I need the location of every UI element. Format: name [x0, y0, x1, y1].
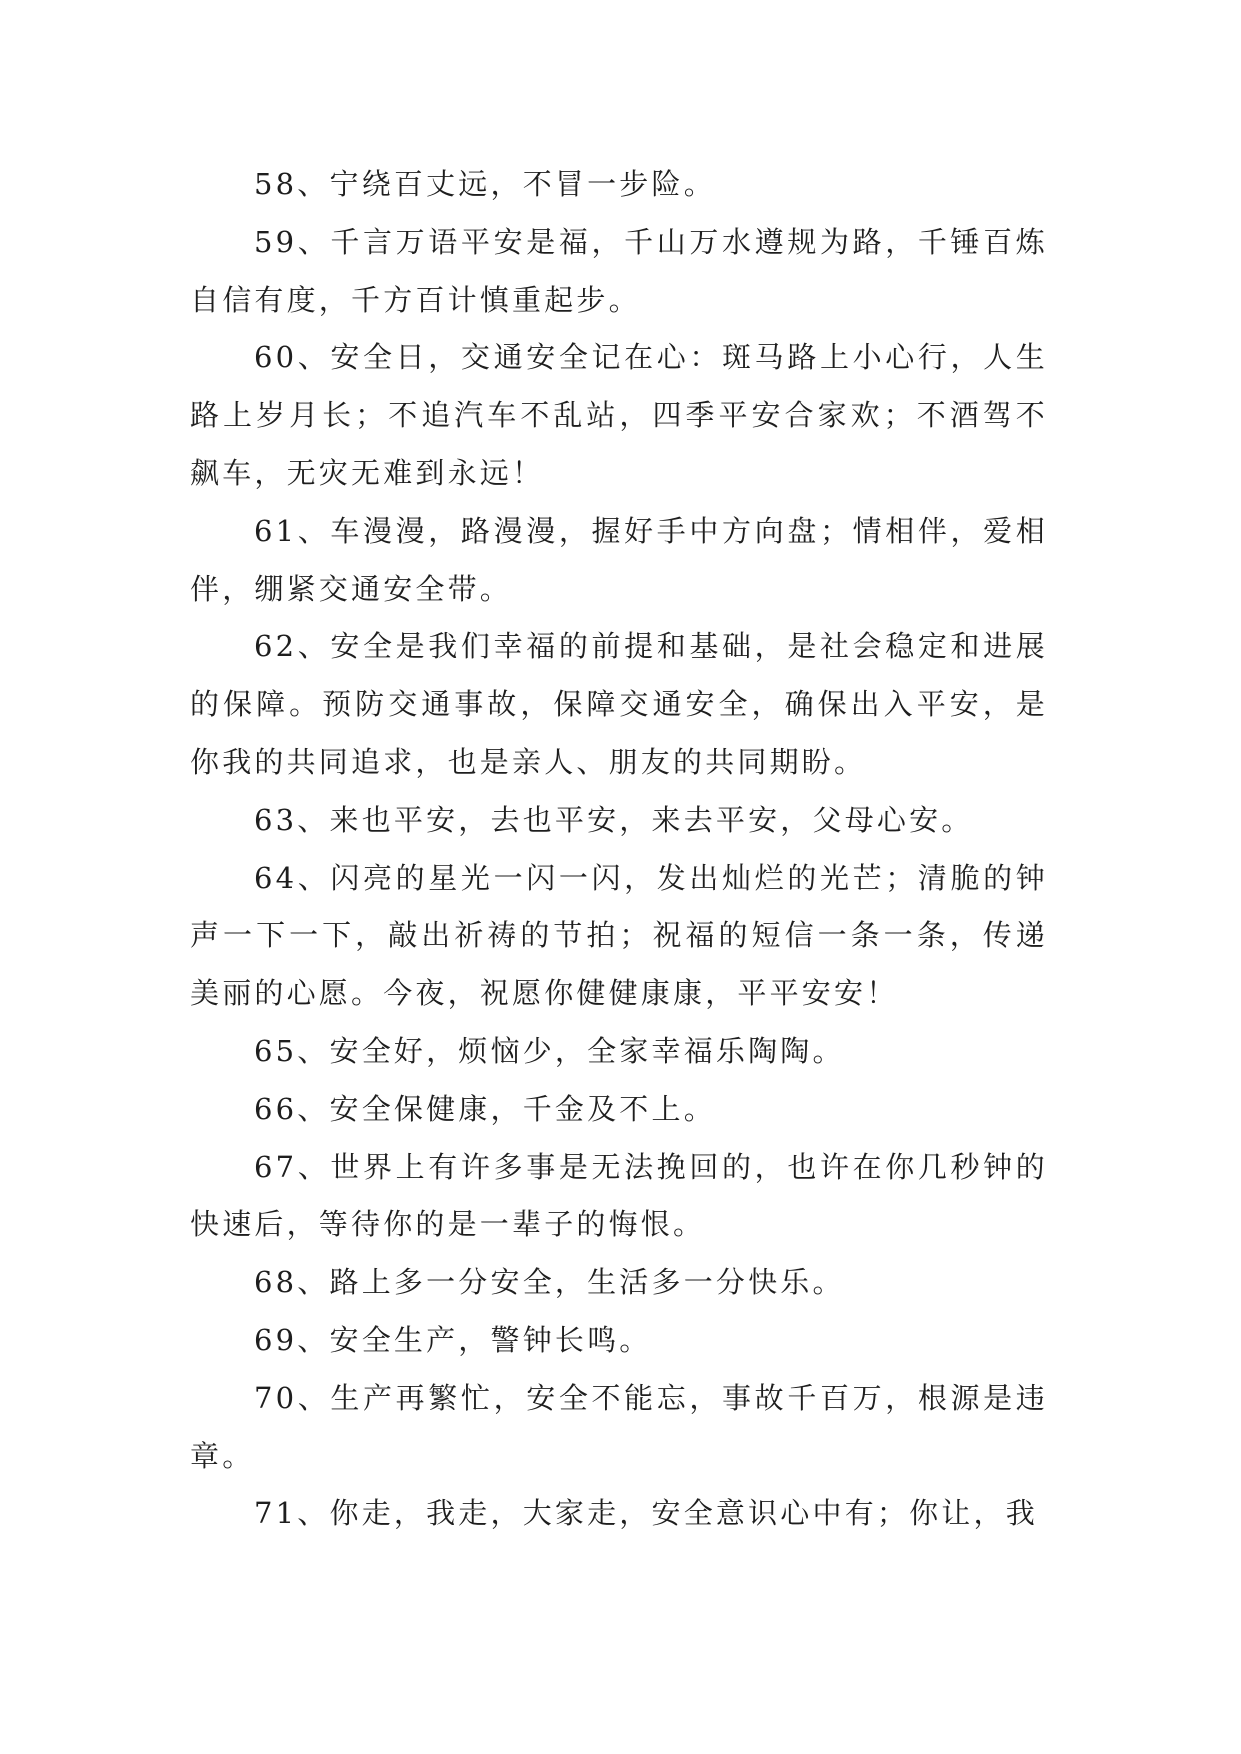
document-body: [190, 156, 1048, 1543]
paragraph-63: 63、来也平安，去也平安，来去平安，父母心安。: [254, 802, 974, 837]
paragraph-60: 60、安全日，交通安全记在心：斑马路上小心行，人生路上岁月长；不追汽车不乱站，四季平安合家欢；不酒驾不飙车，无灾无难到永远！: [190, 340, 1048, 490]
paragraph-67: 67、世界上有许多事是无法挽回的，也许在你几秒钟的快速后，等待你的是一辈子的悔恨。: [190, 1149, 1048, 1242]
paragraph-69: 69、安全生产，警钟长鸣。: [254, 1322, 652, 1357]
paragraph-68: 68、路上多一分安全，生活多一分快乐。: [254, 1265, 845, 1300]
paragraph-58: 58、宁绕百丈远，不冒一步险。: [254, 167, 716, 201]
paragraph-59: 59、千言万语平安是福，千山万水遵规为路，千锤百炼自信有度，千方百计慎重起步。: [190, 224, 1048, 317]
paragraph-62: 62、安全是我们幸福的前提和基础，是社会稳定和进展的保障。预防交通事故，保障交通安全，确保出入平安，是你我的共同追求，也是亲人、朋友的共同期盼。: [190, 629, 1048, 779]
paragraph-71: 71、你走，我走，大家走，安全意识心中有；你让，我: [254, 1496, 1038, 1531]
paragraph-64: 64、闪亮的星光一闪一闪，发出灿烂的光芒；清脆的钟声一下一下，敲出祈祷的节拍；祝福的短信一条一条，传递美丽的心愿。今夜，祝愿你健健康康，平平安安！: [190, 860, 1048, 1011]
paragraph-65: 65、安全好，烦恼少，全家幸福乐陶陶。: [254, 1033, 845, 1068]
paragraph-66: 66、安全保健康，千金及不上。: [254, 1091, 716, 1126]
paragraph-70: 70、生产再繁忙，安全不能忘，事故千百万，根源是违章。: [190, 1380, 1048, 1473]
paragraph-61: 61、车漫漫，路漫漫，握好手中方向盘；情相伴，爱相伴，绷紧交通安全带。: [190, 513, 1048, 606]
